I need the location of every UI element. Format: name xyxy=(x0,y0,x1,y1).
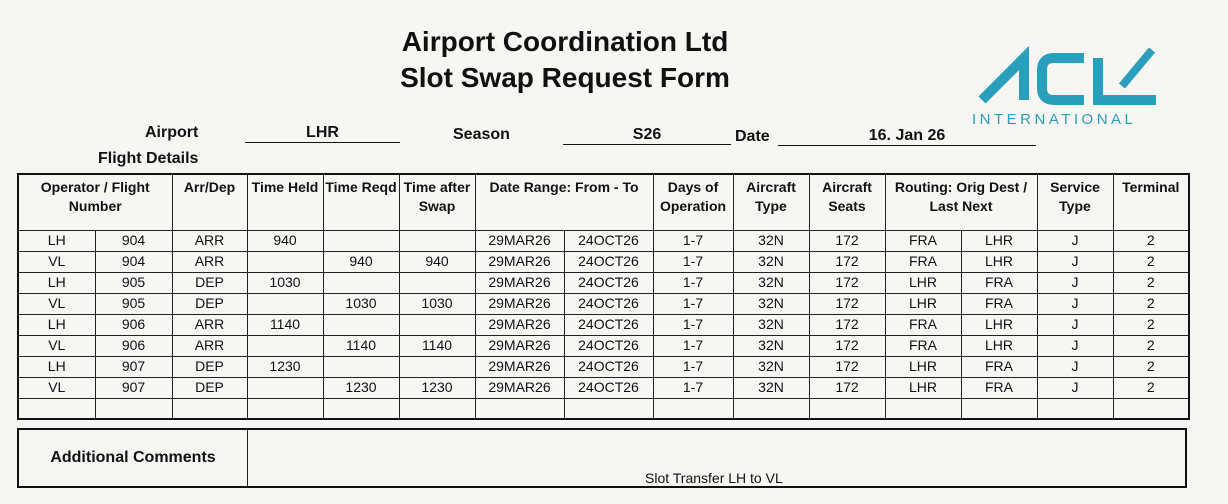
cell-date-from[interactable]: 29MAR26 xyxy=(475,377,564,398)
cell-date-from[interactable]: 29MAR26 xyxy=(475,230,564,251)
cell-time-held[interactable]: 1140 xyxy=(247,314,323,335)
cell-flight-number[interactable]: 907 xyxy=(95,356,172,377)
table-row xyxy=(18,272,1189,293)
cell-days-of-operation[interactable]: 1-7 xyxy=(653,314,733,335)
header-days-of-operation: Days of Operation xyxy=(653,174,733,230)
cell-routing-orig[interactable]: FRA xyxy=(885,251,961,272)
cell-service-type[interactable]: J xyxy=(1037,377,1113,398)
table-row xyxy=(18,377,1189,398)
cell-routing-dest[interactable]: LHR xyxy=(961,251,1037,272)
cell-aircraft-type[interactable]: 32N xyxy=(733,314,809,335)
cell-routing-orig[interactable]: FRA xyxy=(885,335,961,356)
cell-routing-dest[interactable]: FRA xyxy=(961,293,1037,314)
table-row xyxy=(18,251,1189,272)
cell-time-held[interactable]: 1030 xyxy=(247,272,323,293)
cell-arr-dep[interactable]: ARR xyxy=(172,251,247,272)
header-aircraft-seats: Aircraft Seats xyxy=(809,174,885,230)
table-header-row xyxy=(18,174,1189,230)
cell-date-to[interactable]: 24OCT26 xyxy=(564,230,653,251)
cell-service-type[interactable]: J xyxy=(1037,356,1113,377)
cell-flight-number[interactable]: 907 xyxy=(95,377,172,398)
cell-date-to[interactable]: 24OCT26 xyxy=(564,356,653,377)
cell-aircraft-type[interactable]: 32N xyxy=(733,377,809,398)
season-label: Season xyxy=(453,126,510,143)
cell-time-held[interactable]: 940 xyxy=(247,230,323,251)
cell-arr-dep[interactable]: DEP xyxy=(172,377,247,398)
cell-operator[interactable]: VL xyxy=(18,335,95,356)
cell-arr-dep[interactable]: DEP xyxy=(172,272,247,293)
cell-time-after-swap[interactable] xyxy=(399,356,475,377)
cell-routing-orig[interactable]: LHR xyxy=(885,377,961,398)
cell-routing-orig[interactable]: FRA xyxy=(885,230,961,251)
cell-flight-number[interactable]: 906 xyxy=(95,335,172,356)
cell-flight-number[interactable]: 904 xyxy=(95,251,172,272)
cell-service-type[interactable] xyxy=(1037,398,1113,419)
cell-aircraft-seats[interactable] xyxy=(809,398,885,419)
header-time-reqd: Time Reqd xyxy=(323,174,399,230)
cell-routing-orig[interactable] xyxy=(885,398,961,419)
table-row xyxy=(18,230,1189,251)
header-service-type: Service Type xyxy=(1037,174,1113,230)
cell-flight-number[interactable]: 906 xyxy=(95,314,172,335)
cell-time-after-swap[interactable]: 1230 xyxy=(399,377,475,398)
cell-operator[interactable]: VL xyxy=(18,293,95,314)
cell-terminal[interactable]: 2 xyxy=(1113,230,1189,251)
cell-arr-dep[interactable]: ARR xyxy=(172,230,247,251)
cell-time-after-swap[interactable] xyxy=(399,230,475,251)
cell-terminal[interactable] xyxy=(1113,398,1189,419)
cell-arr-dep[interactable]: ARR xyxy=(172,314,247,335)
airport-field[interactable]: LHR xyxy=(245,124,400,143)
cell-operator[interactable]: VL xyxy=(18,377,95,398)
cell-time-held[interactable] xyxy=(247,398,323,419)
cell-date-to[interactable]: 24OCT26 xyxy=(564,377,653,398)
cell-days-of-operation[interactable]: 1-7 xyxy=(653,335,733,356)
header-date-range: Date Range: From - To xyxy=(475,174,653,230)
cell-aircraft-type[interactable]: 32N xyxy=(733,230,809,251)
cell-flight-number[interactable]: 904 xyxy=(95,230,172,251)
season-field[interactable]: S26 xyxy=(563,126,731,145)
cell-arr-dep[interactable] xyxy=(172,398,247,419)
cell-aircraft-seats[interactable]: 172 xyxy=(809,272,885,293)
cell-aircraft-seats[interactable]: 172 xyxy=(809,251,885,272)
cell-routing-dest[interactable]: FRA xyxy=(961,377,1037,398)
cell-time-reqd[interactable] xyxy=(323,230,399,251)
cell-time-held[interactable] xyxy=(247,335,323,356)
cell-date-to[interactable]: 24OCT26 xyxy=(564,251,653,272)
cell-service-type[interactable]: J xyxy=(1037,251,1113,272)
header-operator-flight: Operator / Flight Number xyxy=(18,174,172,230)
cell-aircraft-type[interactable]: 32N xyxy=(733,293,809,314)
cell-time-reqd[interactable] xyxy=(323,398,399,419)
cell-days-of-operation[interactable]: 1-7 xyxy=(653,251,733,272)
cell-date-from[interactable]: 29MAR26 xyxy=(475,314,564,335)
cell-date-from[interactable]: 29MAR26 xyxy=(475,251,564,272)
cell-terminal[interactable]: 2 xyxy=(1113,335,1189,356)
cell-terminal[interactable]: 2 xyxy=(1113,356,1189,377)
acl-logo-mark xyxy=(982,50,1156,100)
cell-service-type[interactable]: J xyxy=(1037,230,1113,251)
additional-comments-box xyxy=(17,428,1187,488)
header-aircraft-type: Aircraft Type xyxy=(733,174,809,230)
cell-operator[interactable]: LH xyxy=(18,314,95,335)
cell-arr-dep[interactable]: DEP xyxy=(172,293,247,314)
cell-service-type[interactable]: J xyxy=(1037,293,1113,314)
logo-subtext: INTERNATIONAL xyxy=(972,111,1137,128)
cell-days-of-operation[interactable]: 1-7 xyxy=(653,293,733,314)
flight-details-label: Flight Details xyxy=(98,150,199,167)
cell-terminal[interactable]: 2 xyxy=(1113,314,1189,335)
form-title: Slot Swap Request Form xyxy=(400,62,730,93)
cell-time-reqd[interactable] xyxy=(323,356,399,377)
cell-time-after-swap[interactable] xyxy=(399,272,475,293)
cell-time-reqd[interactable]: 1140 xyxy=(323,335,399,356)
cell-aircraft-type[interactable]: 32N xyxy=(733,272,809,293)
cell-terminal[interactable]: 2 xyxy=(1113,272,1189,293)
header-routing: Routing: Orig Dest / Last Next xyxy=(885,174,1037,230)
cell-aircraft-type[interactable] xyxy=(733,398,809,419)
date-label: Date xyxy=(735,128,770,145)
cell-date-to[interactable] xyxy=(564,398,653,419)
cell-time-held[interactable] xyxy=(247,377,323,398)
cell-routing-orig[interactable]: FRA xyxy=(885,314,961,335)
cell-service-type[interactable]: J xyxy=(1037,335,1113,356)
cell-terminal[interactable]: 2 xyxy=(1113,377,1189,398)
cell-flight-number[interactable]: 905 xyxy=(95,293,172,314)
cell-time-held[interactable] xyxy=(247,293,323,314)
table-row xyxy=(18,314,1189,335)
cell-arr-dep[interactable]: ARR xyxy=(172,335,247,356)
table-row xyxy=(18,356,1189,377)
cell-days-of-operation[interactable]: 1-7 xyxy=(653,272,733,293)
cell-routing-orig[interactable]: LHR xyxy=(885,356,961,377)
cell-time-after-swap[interactable]: 940 xyxy=(399,251,475,272)
cell-arr-dep[interactable]: DEP xyxy=(172,356,247,377)
cell-date-from[interactable] xyxy=(475,398,564,419)
cell-days-of-operation[interactable]: 1-7 xyxy=(653,377,733,398)
cell-date-to[interactable]: 24OCT26 xyxy=(564,335,653,356)
cell-time-after-swap[interactable]: 1030 xyxy=(399,293,475,314)
cell-date-to[interactable]: 24OCT26 xyxy=(564,314,653,335)
cell-time-held[interactable] xyxy=(247,251,323,272)
cell-time-held[interactable]: 1230 xyxy=(247,356,323,377)
cell-aircraft-type[interactable]: 32N xyxy=(733,251,809,272)
cell-aircraft-seats[interactable]: 172 xyxy=(809,314,885,335)
table-row xyxy=(18,335,1189,356)
cell-routing-orig[interactable]: LHR xyxy=(885,272,961,293)
cell-flight-number[interactable] xyxy=(95,398,172,419)
cell-aircraft-seats[interactable]: 172 xyxy=(809,293,885,314)
cell-aircraft-seats[interactable]: 172 xyxy=(809,356,885,377)
cell-routing-dest[interactable] xyxy=(961,398,1037,419)
header-terminal: Terminal xyxy=(1113,174,1189,230)
cell-routing-dest[interactable]: FRA xyxy=(961,272,1037,293)
cell-time-reqd[interactable]: 1030 xyxy=(323,293,399,314)
cell-time-reqd[interactable] xyxy=(323,314,399,335)
cell-date-to[interactable]: 24OCT26 xyxy=(564,272,653,293)
cell-routing-dest[interactable]: LHR xyxy=(961,230,1037,251)
additional-comments-value[interactable]: Slot Transfer LH to VL xyxy=(645,470,783,486)
cell-time-reqd[interactable]: 1230 xyxy=(323,377,399,398)
date-field[interactable]: 16. Jan 26 xyxy=(778,127,1036,146)
cell-operator[interactable]: LH xyxy=(18,356,95,377)
cell-routing-dest[interactable]: FRA xyxy=(961,356,1037,377)
cell-service-type[interactable]: J xyxy=(1037,272,1113,293)
table-row xyxy=(18,293,1189,314)
cell-date-from[interactable]: 29MAR26 xyxy=(475,335,564,356)
cell-operator[interactable]: LH xyxy=(18,272,95,293)
cell-operator[interactable]: LH xyxy=(18,230,95,251)
cell-routing-dest[interactable]: LHR xyxy=(961,314,1037,335)
cell-date-from[interactable]: 29MAR26 xyxy=(475,272,564,293)
cell-date-from[interactable]: 29MAR26 xyxy=(475,356,564,377)
cell-days-of-operation[interactable] xyxy=(653,398,733,419)
flight-details-table xyxy=(17,173,1190,420)
cell-terminal[interactable]: 2 xyxy=(1113,293,1189,314)
form-org-title: Airport Coordination Ltd xyxy=(401,26,729,57)
cell-operator[interactable]: VL xyxy=(18,251,95,272)
header-arr-dep: Arr/Dep xyxy=(172,174,247,230)
cell-flight-number[interactable]: 905 xyxy=(95,272,172,293)
cell-aircraft-seats[interactable]: 172 xyxy=(809,335,885,356)
cell-time-after-swap[interactable] xyxy=(399,314,475,335)
cell-aircraft-seats[interactable]: 172 xyxy=(809,377,885,398)
header-time-held: Time Held xyxy=(247,174,323,230)
table-row xyxy=(18,398,1189,419)
cell-operator[interactable] xyxy=(18,398,95,419)
cell-routing-dest[interactable]: LHR xyxy=(961,335,1037,356)
cell-time-after-swap[interactable] xyxy=(399,398,475,419)
cell-days-of-operation[interactable]: 1-7 xyxy=(653,230,733,251)
cell-date-to[interactable]: 24OCT26 xyxy=(564,293,653,314)
airport-label: Airport xyxy=(145,124,199,141)
cell-terminal[interactable]: 2 xyxy=(1113,251,1189,272)
cell-aircraft-seats[interactable]: 172 xyxy=(809,230,885,251)
cell-routing-orig[interactable]: LHR xyxy=(885,293,961,314)
cell-date-from[interactable]: 29MAR26 xyxy=(475,293,564,314)
cell-time-after-swap[interactable]: 1140 xyxy=(399,335,475,356)
cell-days-of-operation[interactable]: 1-7 xyxy=(653,356,733,377)
cell-time-reqd[interactable]: 940 xyxy=(323,251,399,272)
cell-aircraft-type[interactable]: 32N xyxy=(733,356,809,377)
cell-time-reqd[interactable] xyxy=(323,272,399,293)
cell-aircraft-type[interactable]: 32N xyxy=(733,335,809,356)
additional-comments-label: Additional Comments xyxy=(19,430,248,486)
cell-service-type[interactable]: J xyxy=(1037,314,1113,335)
header-time-after-swap: Time after Swap xyxy=(399,174,475,230)
